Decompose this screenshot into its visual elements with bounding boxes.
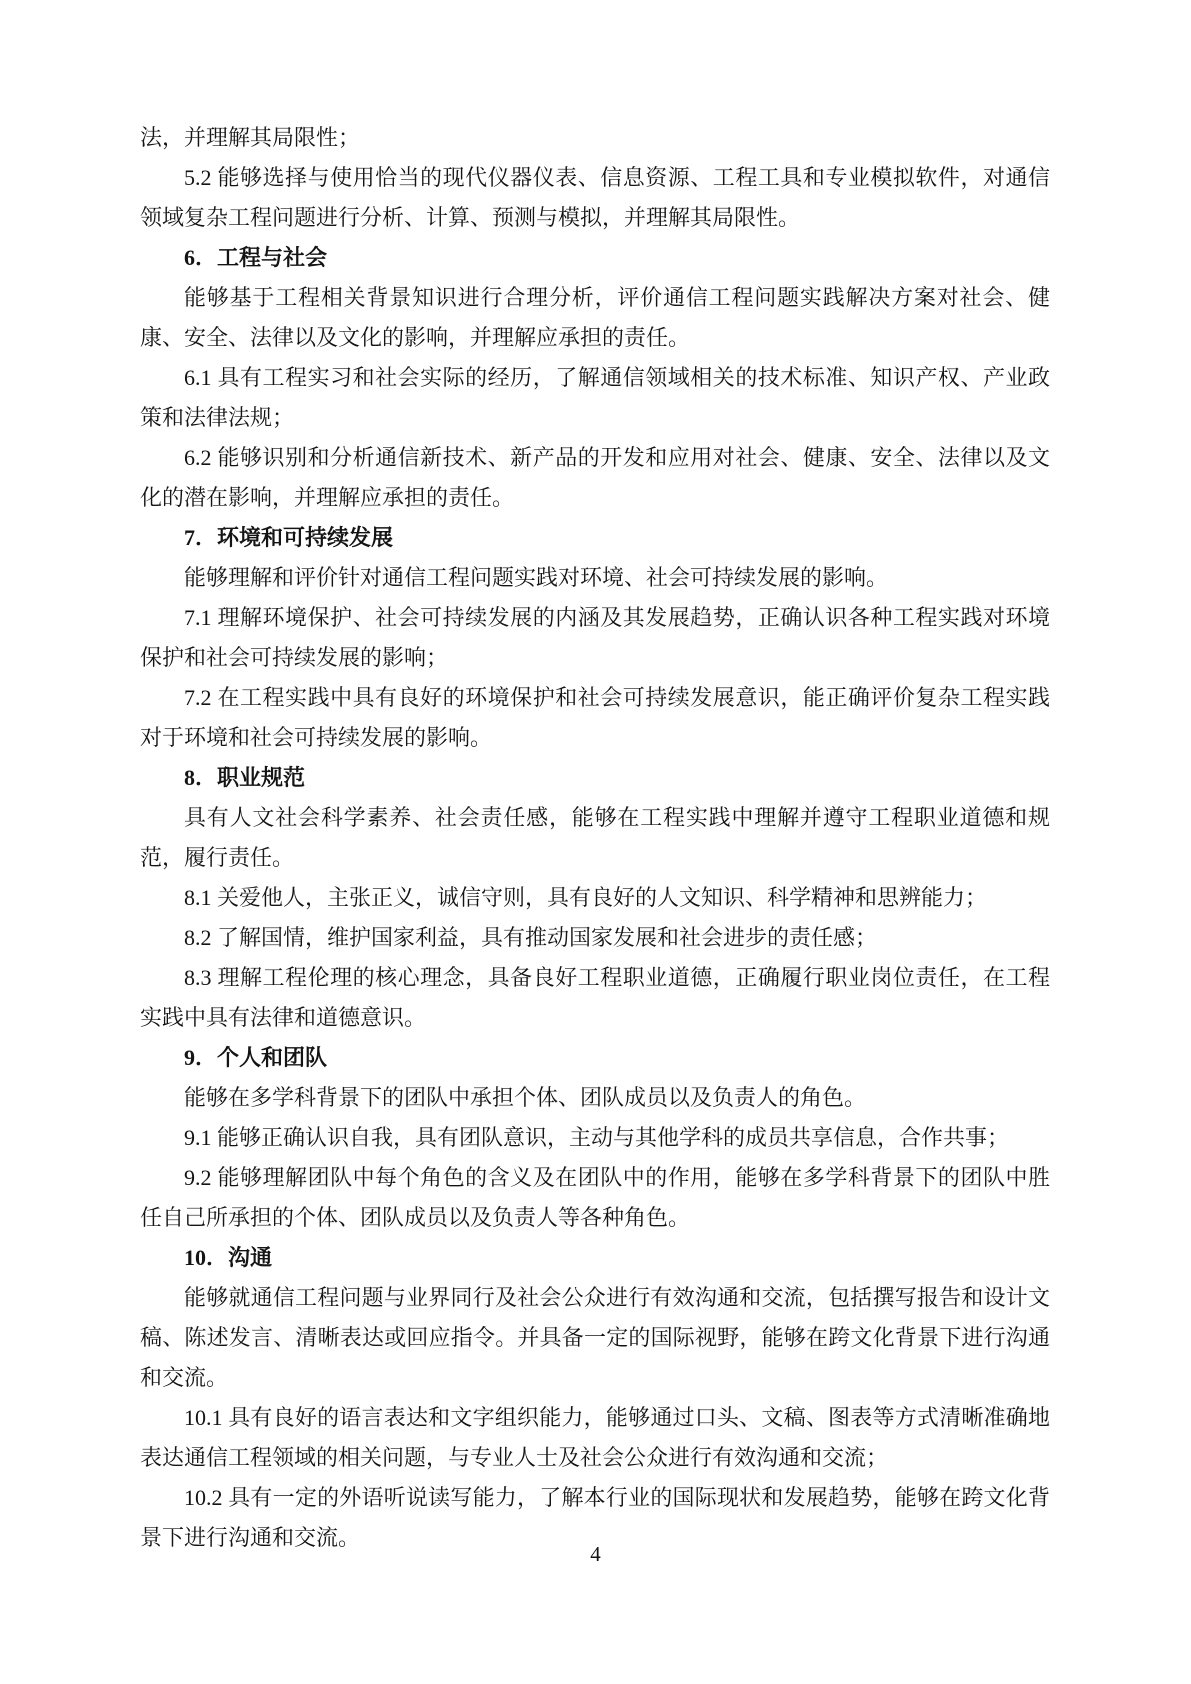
- paragraph: 5.2 能够选择与使用恰当的现代仪器仪表、信息资源、工程工具和专业模拟软件，对通信领域复杂工程问题进行分析、计算、预测与模拟，并理解其局限性。: [140, 165, 1050, 230]
- paragraph: 8.3 理解工程伦理的核心理念，具备良好工程职业道德，正确履行职业岗位责任，在工程实践中具有法律和道德意识。: [140, 965, 1050, 1030]
- paragraph: 8.2 了解国情，维护国家利益，具有推动国家发展和社会进步的责任感；: [184, 925, 878, 950]
- paragraph: 10.2 具有一定的外语听说读写能力，了解本行业的国际现状和发展趋势，能够在跨文化背景下进行沟通和交流。: [140, 1485, 1050, 1550]
- paragraph: 10.1 具有良好的语言表达和文字组织能力，能够通过口头、文稿、图表等方式清晰准确地表达通信工程领域的相关问题，与专业人士及社会公众进行有效沟通和交流；: [140, 1405, 1050, 1470]
- paragraph: 9.2 能够理解团队中每个角色的含义及在团队中的作用，能够在多学科背景下的团队中胜任自己所承担的个体、团队成员以及负责人等各种角色。: [140, 1165, 1050, 1230]
- paragraph: 法，并理解其局限性；: [140, 125, 361, 150]
- paragraph: 能够基于工程相关背景知识进行合理分析，评价通信工程问题实践解决方案对社会、健康、安全、法律以及文化的影响，并理解应承担的责任。: [140, 285, 1050, 350]
- paragraph: 6.2 能够识别和分析通信新技术、新产品的开发和应用对社会、健康、安全、法律以及文化的潜在影响，并理解应承担的责任。: [140, 445, 1050, 510]
- paragraph: 7.1 理解环境保护、社会可持续发展的内涵及其发展趋势，正确认识各种工程实践对环境保护和社会可持续发展的影响；: [140, 605, 1050, 670]
- paragraph: 能够就通信工程问题与业界同行及社会公众进行有效沟通和交流，包括撰写报告和设计文稿、陈述发言、清晰表达或回应指令。并具备一定的国际视野，能够在跨文化背景下进行沟通和交流。: [140, 1285, 1050, 1390]
- section-heading: 6．工程与社会: [184, 245, 328, 270]
- section-heading: 8．职业规范: [184, 765, 306, 790]
- document-body: [140, 118, 1050, 1558]
- paragraph: 能够在多学科背景下的团队中承担个体、团队成员以及负责人的角色。: [184, 1085, 867, 1110]
- paragraph: 具有人文社会科学素养、社会责任感，能够在工程实践中理解并遵守工程职业道德和规范，履行责任。: [140, 805, 1050, 870]
- paragraph: 8.1 关爱他人，主张正义，诚信守则，具有良好的人文知识、科学精神和思辨能力；: [184, 885, 988, 910]
- paragraph: 7.2 在工程实践中具有良好的环境保护和社会可持续发展意识，能正确评价复杂工程实践对于环境和社会可持续发展的影响。: [140, 685, 1050, 750]
- section-heading: 9．个人和团队: [184, 1045, 328, 1070]
- section-heading: 7．环境和可持续发展: [184, 525, 394, 550]
- paragraph: 能够理解和评价针对通信工程问题实践对环境、社会可持续发展的影响。: [184, 565, 889, 590]
- paragraph: 9.1 能够正确认识自我，具有团队意识，主动与其他学科的成员共享信息，合作共事；: [184, 1125, 1010, 1150]
- page-number: 4: [590, 1542, 601, 1566]
- section-heading: 10．沟通: [184, 1245, 273, 1270]
- paragraph: 6.1 具有工程实习和社会实际的经历，了解通信领域相关的技术标准、知识产权、产业政策和法律法规；: [140, 365, 1050, 430]
